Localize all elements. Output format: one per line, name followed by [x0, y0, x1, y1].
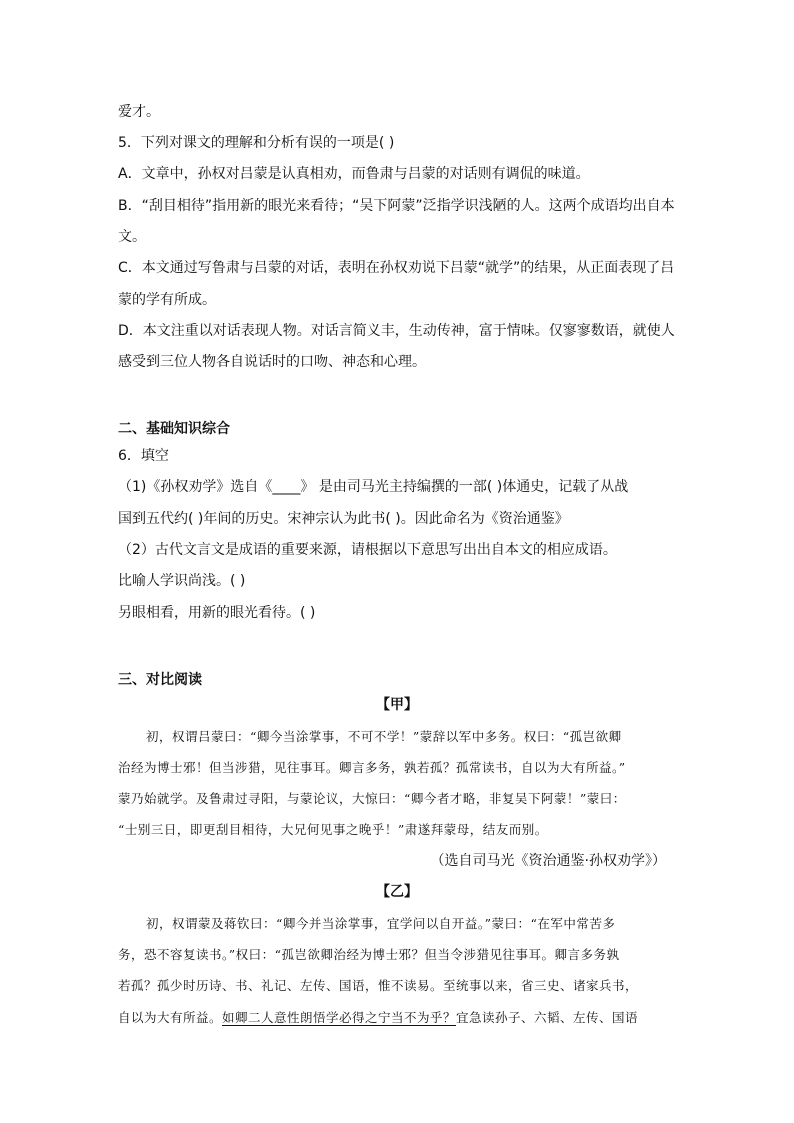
- underlined-sentence: 如卿二人意性朗悟学必得之宁当不为乎？: [222, 1010, 457, 1025]
- intro-tail-text: 爱才。: [118, 104, 160, 120]
- passage-yi-line1: 初，权谓蒙及蒋钦曰：“卿今并当涂掌事，宜学问以自开益。”蒙曰：“在军中常苦多: [146, 916, 616, 931]
- passage-yi-title: 【乙】: [376, 884, 418, 900]
- passage-jia-line3: 蒙乃始就学。及鲁肃过寻阳，与蒙论议，大惊曰：“卿今者才略，非复吴下阿蒙！”蒙曰：: [118, 791, 626, 806]
- passage-jia-source: （选自司马光《资治通鉴·孙权劝学》）: [430, 853, 666, 869]
- q6-title: 6．填空: [118, 448, 169, 464]
- passage-yi-line4-start: 自以为大有所益。: [118, 1010, 223, 1025]
- q5-option-a: A．文章中，孙权对吕蒙是认真相劝，而鲁肃与吕蒙的对话则有调侃的味道。: [118, 166, 590, 182]
- section2-heading: 二、基础知识综合: [118, 421, 230, 437]
- q5-option-b-line1: B．“刮目相待”指用新的眼光来看待；“吴下阿蒙”泛指学识浅陋的人。这两个成语均出自本: [118, 198, 675, 214]
- q5-option-d-line1: D．本文注重以对话表现人物。对话言简义丰，生动传神，富于情味。仅寥寥数语，就使人: [118, 323, 675, 339]
- q6-part2-instruction: （2）古代文言文是成语的重要来源，请根据以下意思写出出自本文的相应成语。: [118, 542, 617, 558]
- passage-yi-line3: 若孤？孤少时历诗、书、礼记、左传、国语，惟不读易。至统事以来，省三史、诸家兵书，: [118, 978, 639, 993]
- q5-stem: 5．下列对课文的理解和分析有误的一项是( ): [118, 135, 395, 151]
- q6-idiom1: 比喻人学识尚浅。( ): [118, 573, 246, 589]
- q5-option-d-line2: 感受到三位人物各自说话时的口吻、神态和心理。: [118, 354, 426, 370]
- passage-jia-line4: “士别三日，即更刮目相待，大兄何见事之晚乎！”肃遂拜蒙母，结友而别。: [118, 822, 548, 837]
- passage-jia-line2: 治经为博士邪！但当涉猎，见往事耳。卿言多务，孰若孤？孤常读书，自以为大有所益。”: [118, 760, 626, 775]
- passage-yi-line4-end: 宜急读孙子、六韬、左传、国语: [456, 1010, 639, 1025]
- q6-idiom2: 另眼相看，用新的眼光看待。( ): [118, 605, 316, 621]
- passage-jia-title: 【甲】: [376, 697, 418, 713]
- q5-option-b-line2: 文。: [118, 229, 146, 245]
- passage-yi-line4: [118, 1008, 638, 1028]
- q6-part1-line2: 国到五代约( )年间的历史。宋神宗认为此书( )。因此命名为《资治通鉴》: [118, 511, 569, 527]
- passage-jia-line1: 初，权谓吕蒙曰：“卿今当涂掌事，不可不学！”蒙辞以军中多务。权曰：“孤岂欲卿: [146, 729, 622, 744]
- q5-option-c-line1: C．本文通过写鲁肃与吕蒙的对话，表明在孙权劝说下吕蒙“就学”的结果，从正面表现了吕: [118, 260, 675, 276]
- passage-yi-line2: 务，恐不容复读书。”权曰：“孤岂欲卿治经为博士邪？但当令涉猎见往事耳。卿言多务孰: [118, 947, 620, 962]
- q5-option-c-line2: 蒙的学有所成。: [118, 292, 216, 308]
- q6-part1-line1: （1)《孙权劝学》选自《____》 是由司马光主持编撰的一部( )体通史，记载了从战: [118, 479, 629, 495]
- section3-heading: 三、对比阅读: [118, 672, 202, 688]
